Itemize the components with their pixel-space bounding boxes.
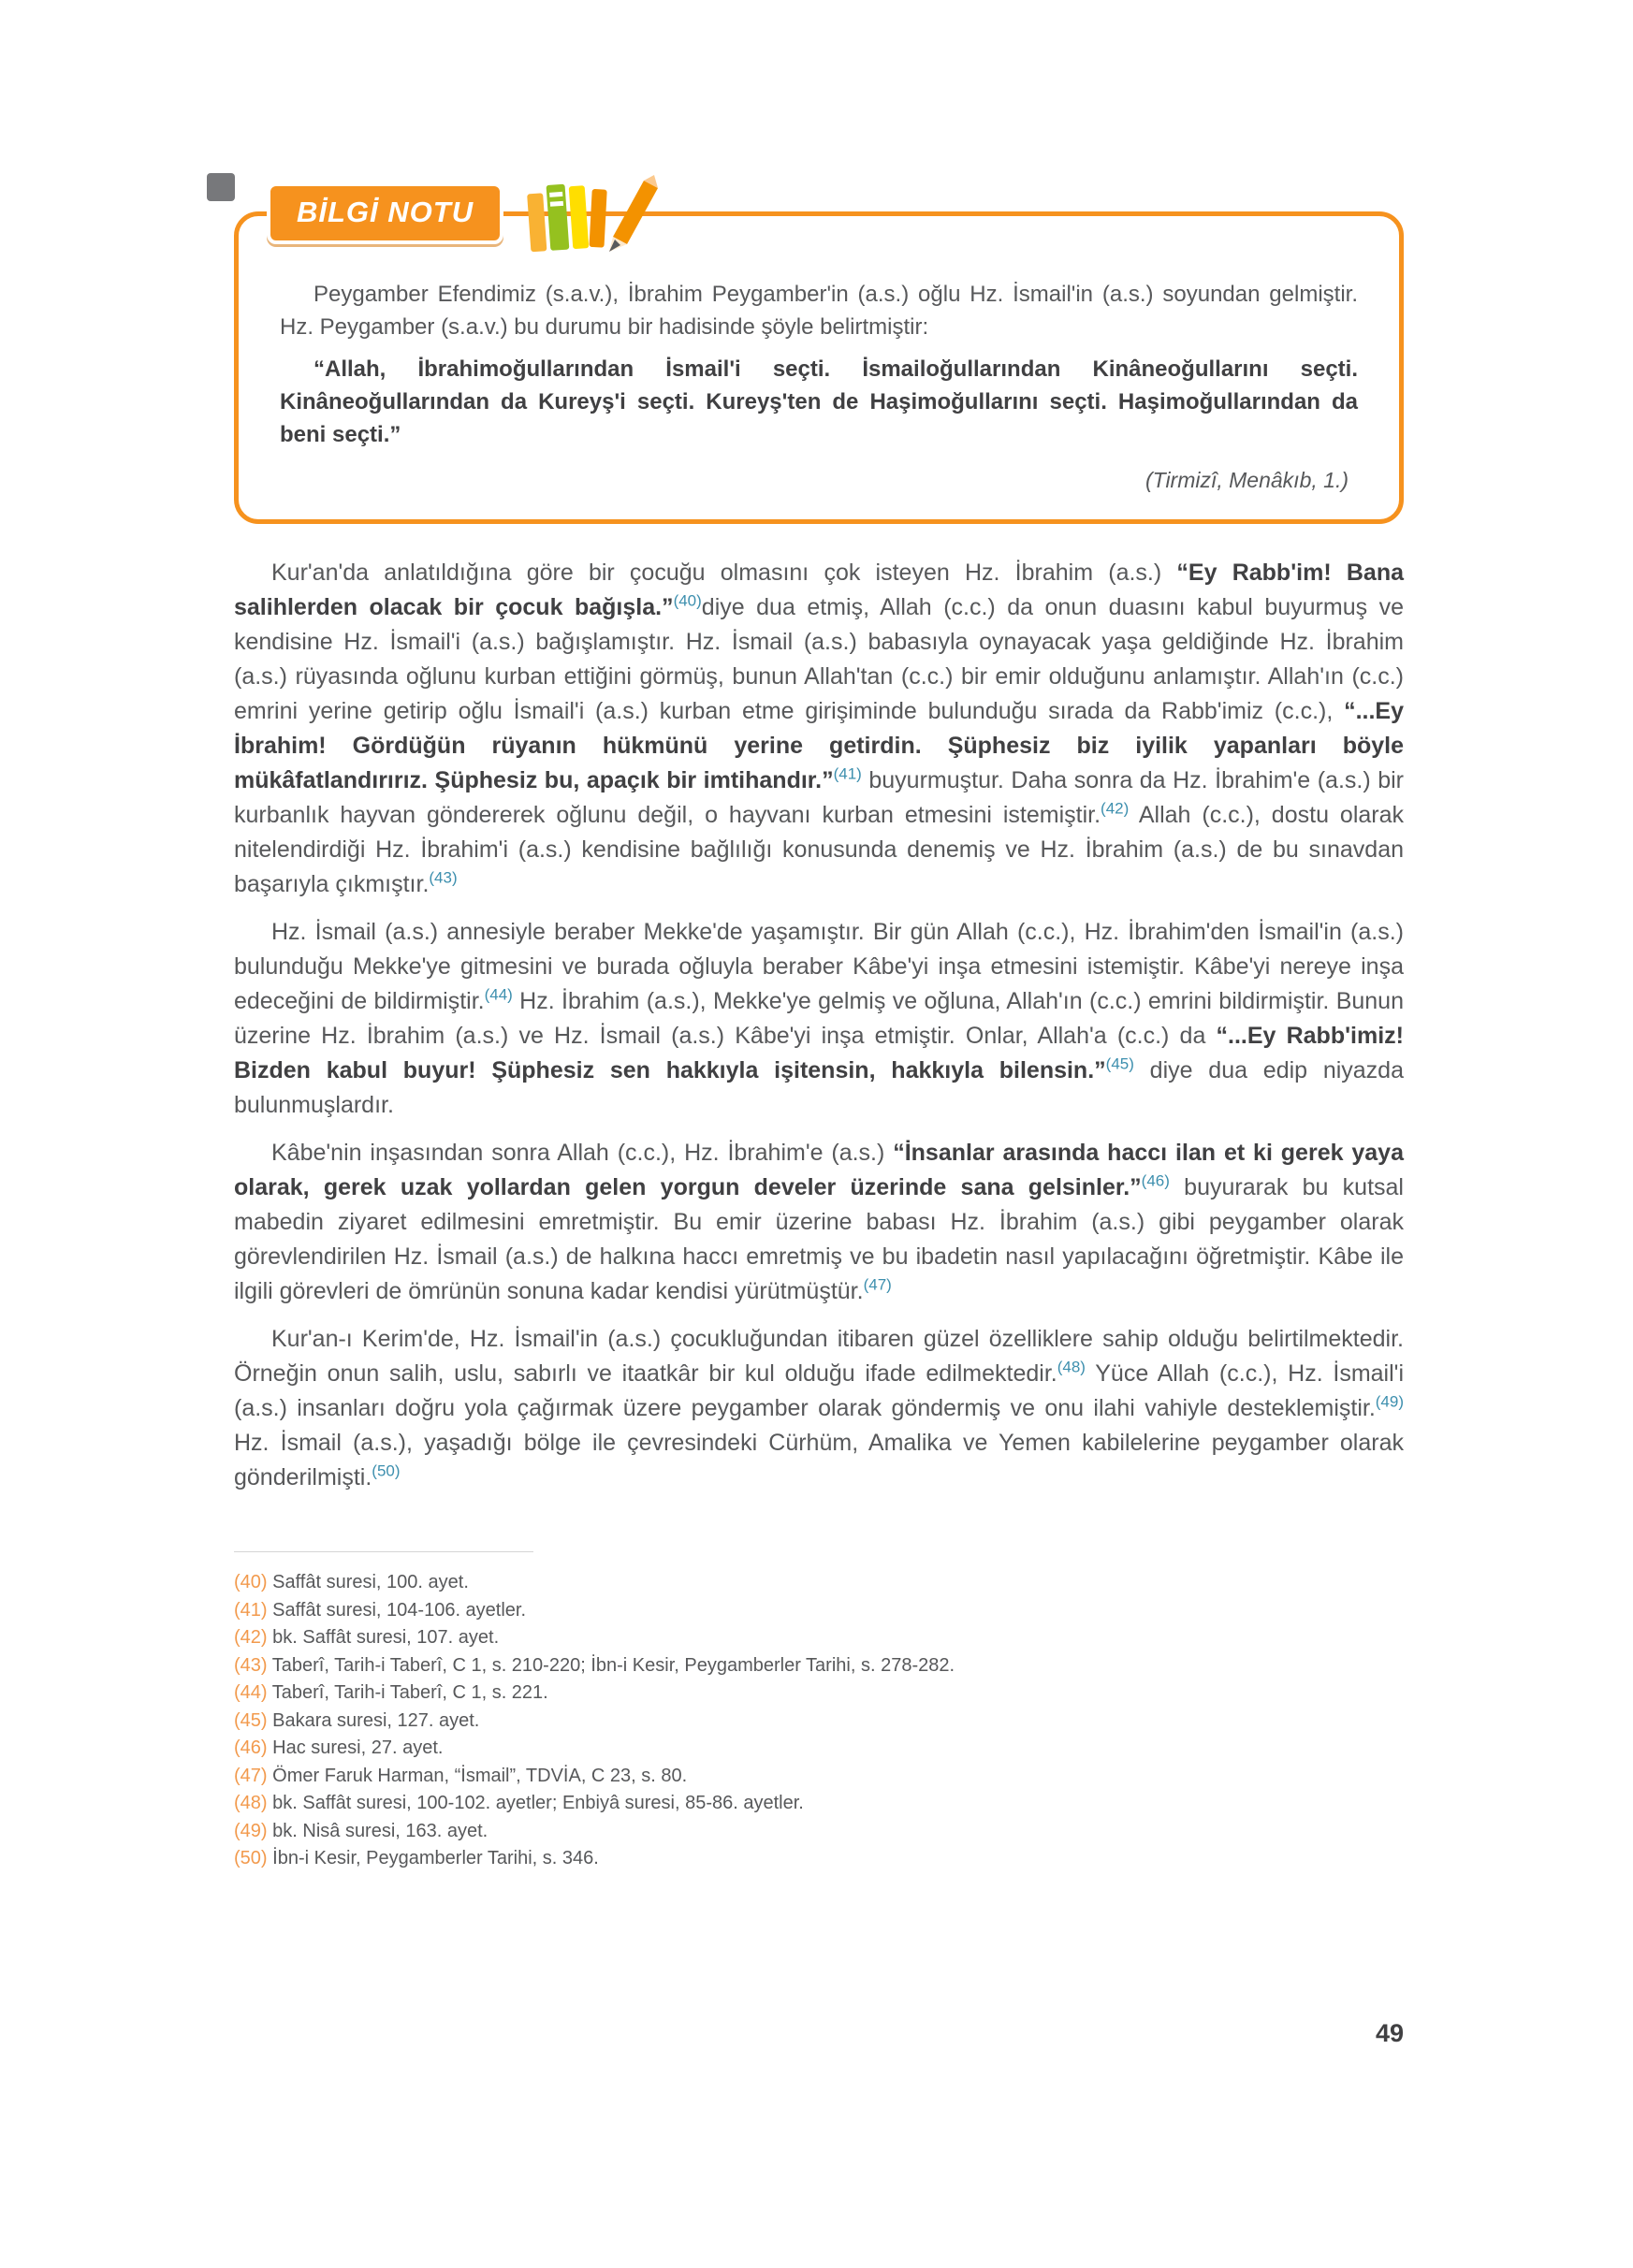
footnote-text: Saffât suresi, 104-106. ayetler. — [267, 1599, 527, 1621]
footnote-text: Ömer Faruk Harman, “İsmail”, TDVİA, C 23, s. 80. — [267, 1765, 688, 1786]
footnote-text: bk. Saffât suresi, 107. ayet. — [267, 1627, 500, 1648]
footnote-item — [234, 1597, 1404, 1625]
corner-decoration — [207, 173, 235, 201]
footnote-number: (45) — [234, 1709, 268, 1731]
text-run: “...Ey Rabb'imiz! Bizden kabul buyur! Şüphesiz sen hakkıyla işitensin, hakkıyla bilensin.” — [234, 1023, 1404, 1083]
text-run: Allah (c.c.), dostu olarak nitelendirdiği Hz. İbrahim'i (a.s.) kendisine bağlılığı konusunda denemiş ve Hz. İbrahim (a.s.) de bu sınavdan başarıyla çıkmıştır. — [234, 802, 1405, 897]
text-run: Hz. İsmail (a.s.) annesiyle beraber Mekke'de yaşamıştır. Bir gün Allah (c.c.), Hz. İbrahim'den İsmail'in (a.s.) bulunduğu Mekke'ye gitmesini ve burada oğluyla beraber Kâbe'yi inşa etmesini istemiştir. Kâbe'yi nereye inşa edeceğini de bildirmiştir. — [234, 919, 1404, 1014]
body-paragraph-4 — [234, 1322, 1404, 1495]
footnote-number: (46) — [234, 1737, 268, 1758]
footnote-text: İbn-i Kesir, Peygamberler Tarihi, s. 346. — [267, 1848, 599, 1868]
text-run: “İnsanlar arasında haccı ilan et ki gerek yaya olarak, gerek uzak yollardan gelen yorgun develer üzerinde sana gelsinler.” — [234, 1140, 1404, 1200]
text-run: Peygamber Efendimiz (s.a.v.), İbrahim Peygamber'in (a.s.) oğlu Hz. İsmail'in (a.s.) soyundan gelmiştir. Hz. Peygamber (s.a.v.) bu durumu bir hadisinde şöyle belirtmiştir: — [280, 282, 1358, 340]
footnote-ref: (40) — [673, 591, 702, 610]
footnote-text: Saffât suresi, 100. ayet. — [267, 1572, 469, 1592]
info-note-badge — [267, 182, 503, 244]
info-note-badge-label: BİLGİ NOTU — [297, 196, 474, 228]
books-icon — [519, 162, 669, 265]
info-note-intro — [280, 278, 1358, 343]
text-run: buyurarak bu kutsal mabedin ziyaret edilmesini emretmiştir. Bu emir üzerine babası Hz. İbrahim (a.s.) gibi peygamber olarak görevlendirilen Hz. İsmail (a.s.) de halkına haccı emretmiş ve bu ibadetin nasıl yapılacağını öğretmiştir. Kâbe ile ilgili görevleri de ömrünün sonuna kadar kendisi yürütmüştür. — [234, 1174, 1404, 1304]
footnote-text: Hac suresi, 27. ayet. — [267, 1737, 444, 1758]
footnote-text: Bakara suresi, 127. ayet. — [267, 1709, 480, 1731]
text-run: Kâbe'nin inşasından sonra Allah (c.c.), Hz. İbrahim'e (a.s.) — [271, 1140, 894, 1166]
footnote-item — [234, 1763, 1404, 1791]
footnote-ref: (47) — [863, 1275, 892, 1294]
footnote-item — [234, 1708, 1404, 1736]
books-and-pencil-icon — [519, 162, 669, 265]
text-run: buyurmuştur. Daha sonra da Hz. İbrahim'e (a.s.) bir kurbanlık hayvan göndererek oğlunu değil, o hayvanı kurban etmesini istemiştir. — [234, 767, 1404, 828]
text-run: diye dua etmiş, Allah (c.c.) da onun duasını kabul buyurmuş ve kendisine Hz. İsmail'i (a.s.) bağışlamıştır. Hz. İsmail (a.s.) babasıyla oynayacak yaşa geldiğinde Hz. İbrahim (a.s.) rüyasında oğlunu kurban ettiğini görmüş, bunun Allah'tan (c.c.) bir emir olduğunu anlamıştır. Allah'ın (c.c.) emrini yerine getirip oğlu İsmail'i (a.s.) kurban etme girişiminde bulunduğu sırada da Rabb'imiz (c.c.), — [234, 594, 1405, 724]
footnote-number: (50) — [234, 1848, 268, 1868]
footnote-item — [234, 1624, 1404, 1652]
footnote-item — [234, 1569, 1404, 1597]
footnote-ref: (49) — [1375, 1392, 1404, 1411]
text-run: Kur'an'da anlatıldığına göre bir çocuğu olmasını çok isteyen Hz. İbrahim (a.s.) — [271, 560, 1177, 586]
footnote-ref: (41) — [833, 764, 862, 783]
footnote-ref: (45) — [1105, 1054, 1134, 1073]
footnote-item — [234, 1679, 1404, 1708]
footnote-item — [234, 1845, 1404, 1873]
hadith-quote — [280, 353, 1358, 451]
footnote-number: (42) — [234, 1627, 268, 1648]
text-run: diye dua edip niyazda bulunmuşlardır. — [234, 1057, 1404, 1118]
footnote-ref: (43) — [429, 868, 458, 887]
footnote-number: (48) — [234, 1793, 268, 1813]
footnote-text: bk. Saffât suresi, 100-102. ayetler; Enbiyâ suresi, 85-86. ayetler. — [267, 1793, 804, 1813]
text-run: Hz. İbrahim (a.s.), Mekke'ye gelmiş ve oğluna, Allah'ın (c.c.) emrini bildirmiştir. Bunun üzerine Hz. İbrahim (a.s.) ve Hz. İsmail (a.s.) Kâbe'yi inşa etmiştir. Onlar, Allah'a (c.c.) da — [234, 988, 1404, 1049]
footnote-text: bk. Nisâ suresi, 163. ayet. — [267, 1820, 488, 1841]
footnote-item — [234, 1790, 1404, 1818]
text-run: “Ey Rabb'im! Bana salihlerden olacak bir çocuk bağışla.” — [234, 560, 1404, 620]
footnote-ref: (50) — [372, 1461, 401, 1480]
footnote-number: (43) — [234, 1654, 268, 1676]
page-content — [234, 196, 1405, 1873]
footnote-text: Taberî, Tarih-i Taberî, C 1, s. 210-220; İbn-i Kesir, Peygamberler Tarihi, s. 278-282. — [267, 1654, 955, 1676]
footnote-ref: (48) — [1057, 1358, 1086, 1376]
footnotes-list — [234, 1569, 1404, 1873]
footnote-number: (41) — [234, 1599, 268, 1621]
footnote-number: (40) — [234, 1572, 268, 1592]
footnote-text: Taberî, Tarih-i Taberî, C 1, s. 221. — [267, 1682, 548, 1703]
footnote-number: (44) — [234, 1682, 268, 1703]
footnote-item — [234, 1818, 1404, 1846]
body-paragraph-3 — [234, 1136, 1404, 1309]
footnote-number: (49) — [234, 1820, 268, 1841]
text-run: “Allah, İbrahimoğullarından İsmail'i seçti. İsmailoğullarından Kinâneoğullarını seçti. Kinâneoğullarından da Kureyş'i seçti. Kureyş'ten de Haşimoğullarını seçti. Haşimoğullarından da beni seçti.” — [280, 356, 1358, 447]
text-run: Yüce Allah (c.c.), Hz. İsmail'i (a.s.) insanları doğru yola çağırmak üzere peygamber olarak göndermiş ve onu ilahi vahiyle desteklemiştir. — [234, 1360, 1404, 1421]
footnote-ref: (46) — [1141, 1171, 1170, 1190]
info-note-box — [234, 196, 1404, 524]
page-number: 49 — [1375, 2019, 1404, 2047]
footnote-number: (47) — [234, 1765, 268, 1786]
body-paragraph-2 — [234, 915, 1404, 1123]
body-paragraph-1 — [234, 556, 1404, 902]
footnote-item — [234, 1652, 1404, 1680]
footnote-ref: (42) — [1101, 799, 1130, 818]
text-run: Kur'an-ı Kerim'de, Hz. İsmail'in (a.s.) çocukluğundan itibaren güzel özelliklere sahip olduğu belirtilmektedir. Örneğin onun salih, uslu, sabırlı ve itaatkâr bir kul olduğu ifade edilmektedir. — [234, 1326, 1404, 1387]
footnote-divider — [234, 1551, 533, 1552]
hadith-citation: (Tirmizî, Menâkıb, 1.) — [1145, 468, 1349, 492]
text-run: “...Ey İbrahim! Gördüğün rüyanın hükmünü yerine getirdin. Şüphesiz biz iyilik yapanları böyle mükâfatlandırırız. Şüphesiz bu, apaçık bir imtihandır.” — [234, 698, 1404, 793]
footnote-ref: (44) — [484, 985, 513, 1004]
pencil-icon — [609, 175, 658, 252]
footnotes-section — [234, 1551, 1404, 1873]
footnote-item — [234, 1735, 1404, 1763]
text-run: Hz. İsmail (a.s.), yaşadığı bölge ile çevresindeki Cürhüm, Amalika ve Yemen kabilelerine peygamber olarak gönderilmişti. — [234, 1430, 1404, 1490]
